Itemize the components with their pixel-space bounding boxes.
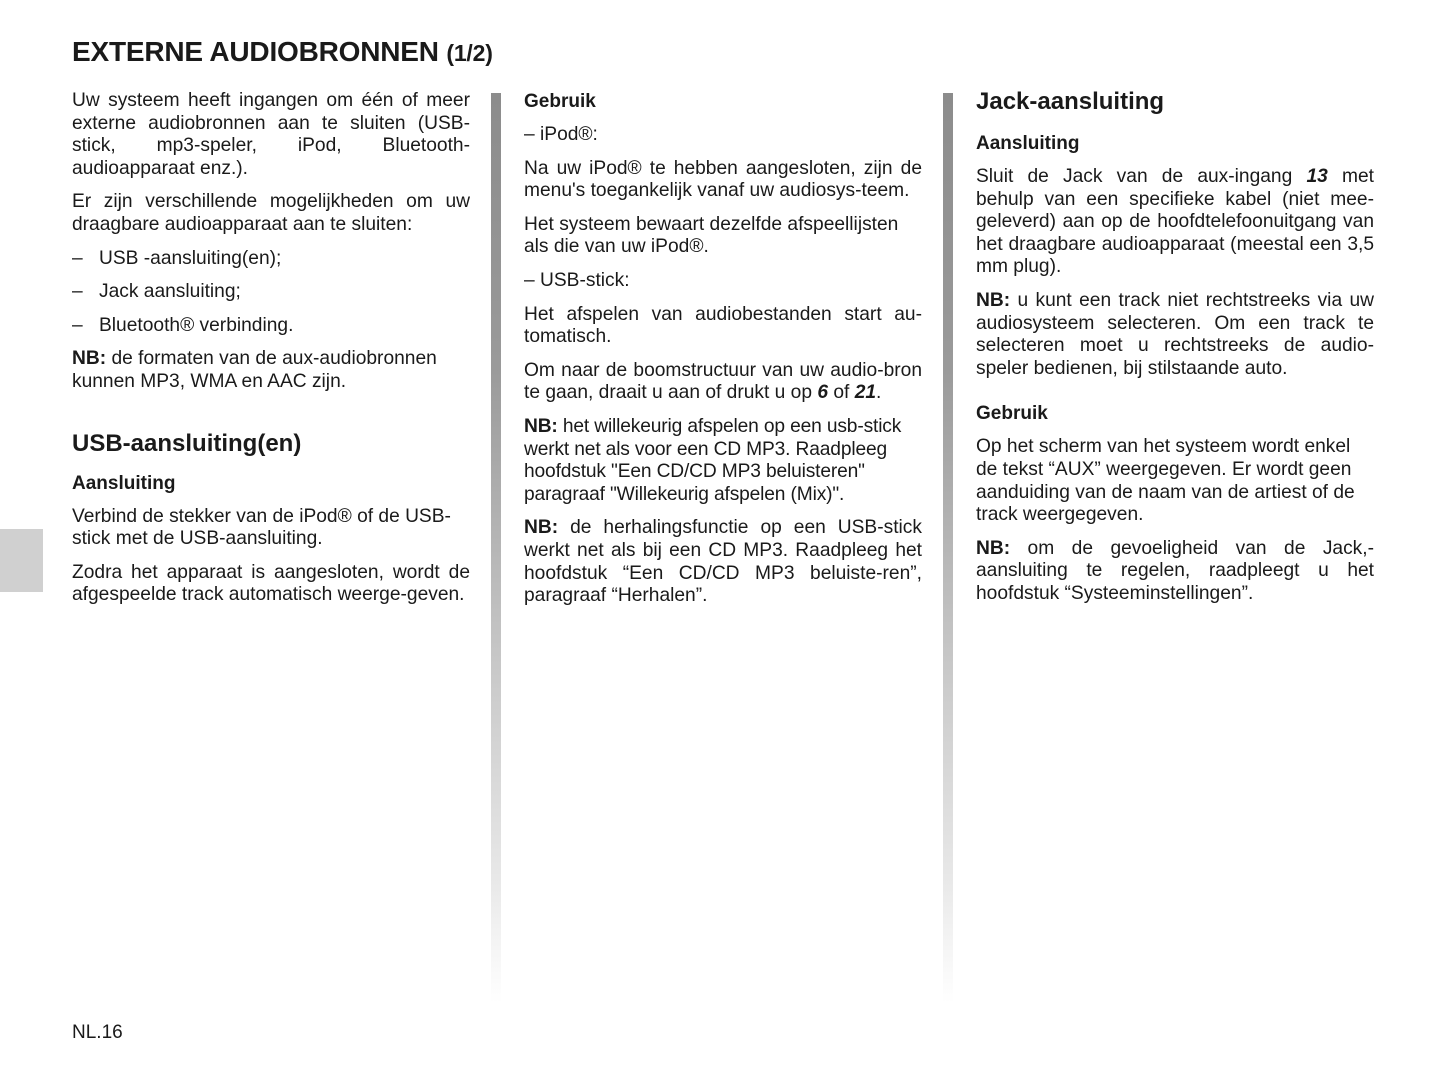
usb-connect-paragraph: Verbind de stekker van de iPod® of de USB-stick met de USB-aansluiting.: [72, 505, 451, 550]
list-item-text: Jack aansluiting;: [99, 281, 241, 303]
navigation-text: .: [876, 382, 882, 404]
note-text: om de gevoeligheid van de Jack,-aansluiting te regelen, raadpleegt u het hoofdstuk “Systeeminstellingen”.: [976, 537, 1374, 604]
usage-subheading: Gebruik: [524, 91, 596, 112]
column-left: [72, 90, 470, 618]
note-label: NB:: [976, 537, 1011, 559]
note-label: NB:: [524, 517, 559, 539]
list-item: [72, 248, 470, 271]
track-select-note: [976, 290, 1374, 380]
jack-usage-subheading: Gebruik: [976, 403, 1048, 425]
bullet-dash: –: [72, 281, 83, 303]
usb-autoplay-paragraph: Het afspelen van audiobestanden start au-tomatisch.: [524, 303, 922, 348]
column-divider: [491, 93, 501, 1003]
page-number: NL.16: [72, 1022, 123, 1043]
usb-stick-label: – USB-stick:: [524, 269, 630, 291]
jack-section-heading: Jack-aansluiting: [976, 88, 1165, 115]
page-title-text: EXTERNE AUDIOBRONNEN: [72, 36, 439, 67]
note-text: de formaten van de aux-audiobronnen kunnen MP3, WMA en AAC zijn.: [72, 348, 437, 392]
connection-options-list: [72, 248, 470, 338]
note-text: de herhalingsfunctie op een USB-stick werkt net als bij een CD MP3. Raadpleeg het hoofdstuk “Een CD/CD MP3 beluiste-ren”, paragraaf “Herhalen”.: [524, 517, 922, 607]
options-intro-paragraph: Er zijn verschillende mogelijkheden om uw draagbare audioapparaat aan te sluiten:: [72, 191, 470, 235]
navigation-text: Om naar de boomstructuur van uw audio-bron te gaan, draait u aan of drukt u op: [524, 359, 922, 404]
note-text: u kunt een track niet rechtstreeks via uw audiosysteem selecteren. Om een track te selecteren moet u rechtstreeks de audio-speler bedienen, bij stilstaande auto.: [976, 289, 1374, 379]
chapter-side-tab: [0, 529, 43, 592]
control-reference: 6: [817, 382, 829, 404]
format-note: [72, 348, 470, 393]
aux-input-reference: 13: [1306, 166, 1328, 187]
bullet-dash: –: [72, 314, 83, 336]
note-label: NB:: [976, 289, 1011, 311]
list-item-text: USB -aansluiting(en);: [99, 247, 282, 269]
usb-navigation-paragraph: [524, 360, 922, 405]
intro-paragraph: Uw systeem heeft ingangen om één of meer externe audiobronnen aan te sluiten (USB-stick, mp3-speler, iPod, Bluetooth-audioapparaat enz.).: [72, 90, 470, 179]
sensitivity-note: [976, 538, 1374, 606]
page-title-part: (1/2): [446, 40, 493, 66]
note-label: NB:: [72, 348, 107, 370]
usb-playback-paragraph: Zodra het apparaat is aangesloten, wordt de afgespeelde track automatisch weerge-geven.: [72, 561, 470, 606]
column-divider: [943, 93, 953, 1003]
control-reference: 21: [854, 382, 877, 404]
usb-section-heading: USB-aansluiting(en): [72, 429, 302, 457]
note-text: het willekeurig afspelen op een usb-stick werkt net als voor een CD MP3. Raadpleeg hoofdstuk "Een CD/CD MP3 beluisteren" paragraaf "Willekeurig afspelen (Mix)".: [524, 415, 902, 505]
list-item: [72, 281, 470, 304]
note-label: NB:: [524, 415, 558, 437]
ipod-label: – iPod®:: [524, 124, 598, 145]
aux-display-paragraph: Op het scherm van het systeem wordt enkel de tekst “AUX” weergegeven. Er wordt geen aanduiding van de naam van de artiest of de track weergegeven.: [976, 436, 1355, 526]
jack-connect-paragraph: [976, 166, 1374, 279]
page-title: [72, 36, 493, 68]
ipod-menu-paragraph: Na uw iPod® te hebben aangesloten, zijn de menu's toegankelijk vanaf uw audiosys-teem.: [524, 157, 922, 202]
column-middle: [524, 90, 922, 619]
repeat-note: [524, 517, 922, 607]
jack-connect-text: Sluit de Jack van de aux-ingang: [976, 166, 1307, 187]
column-right: [976, 88, 1374, 617]
list-item: [72, 315, 470, 338]
navigation-text: of: [828, 382, 855, 404]
list-item-text: Bluetooth® verbinding.: [99, 314, 294, 336]
bullet-dash: –: [72, 247, 83, 269]
ipod-playlist-paragraph: Het systeem bewaart dezelfde afspeellijsten als die van uw iPod®.: [524, 213, 899, 258]
shuffle-note: [524, 416, 922, 506]
jack-connect-text: met behulp van een specifieke kabel (niet mee-geleverd) aan op de hoofdtelefoonuitgang van het draagbare audioapparaat (meestal een 3,5 mm plug).: [976, 166, 1374, 278]
jack-connection-subheading: Aansluiting: [976, 133, 1080, 154]
usb-connection-subheading: Aansluiting: [72, 472, 176, 494]
